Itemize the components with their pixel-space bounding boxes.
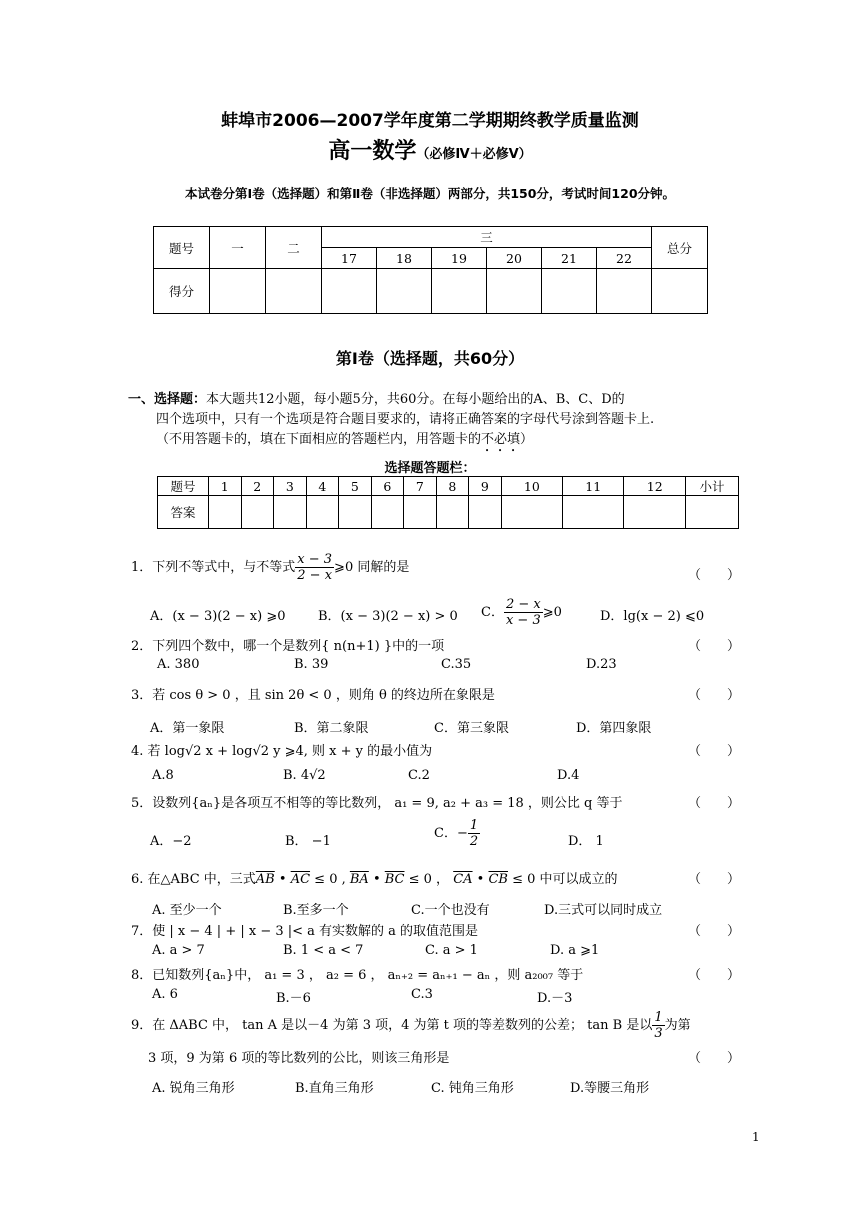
q9-stem-end: 为第 [664, 1018, 691, 1033]
q1-answer-bracket[interactable]: （ ） [688, 568, 741, 583]
score-header-part3: 三 [322, 227, 652, 248]
q6-option-b: B.至多一个 [283, 903, 349, 918]
q7-option-d: D. a ⩾1 [550, 943, 600, 958]
answer-cell[interactable] [563, 496, 624, 529]
answer-table-title: 选择题答题栏： [384, 461, 476, 476]
answer-header: 6 [371, 477, 404, 496]
q1-stem-end: ⩾0 同解的是 [334, 560, 410, 575]
question-4: 4. 若 log√2 x + log√2 y ⩾4, 则 x + y 的最小值为 [131, 744, 433, 759]
question-7: 7．使 | x − 4 | + | x − 3 |< a 有实数解的 a 的取值范围是 [131, 924, 479, 939]
q1c-denominator: x − 3 [505, 613, 541, 628]
score-cell[interactable] [377, 269, 432, 314]
answer-header: 8 [436, 477, 469, 496]
answer-cell[interactable] [241, 496, 274, 529]
q9-stem: 9．在 ΔABC 中， tan A 是以－4 为第 3 项，4 为第 t 项的等差数列的公差； tan B 是以 [131, 1018, 653, 1033]
answer-cell[interactable] [686, 496, 739, 529]
answer-cell[interactable] [501, 496, 562, 529]
q6-stem-end: 中可以成立的 [539, 872, 618, 887]
q2-option-b: B. 39 [294, 657, 329, 672]
question-2: 2．下列四个数中，哪一个是数列{ n(n+1) }中的一项 [131, 639, 445, 654]
score-sub-header: 18 [377, 248, 432, 269]
q5-answer-bracket[interactable]: （ ） [688, 796, 741, 811]
subject-note: （必修Ⅳ＋必修Ⅴ） [416, 147, 532, 162]
score-cell[interactable] [597, 269, 652, 314]
q4-option-c: C.2 [408, 768, 430, 783]
section1-instructions [128, 390, 740, 455]
score-row-label: 得分 [154, 269, 210, 314]
instructions-line3 [128, 430, 740, 455]
answer-cell[interactable] [306, 496, 339, 529]
q8-option-b: B.－6 [276, 991, 311, 1006]
question-8: 8．已知数列{aₙ}中， a₁ = 3 ， a₂ = 6 ， aₙ₊₂ = aₙ₊₁ − aₙ ，则 a₂₀₀₇ 等于 [131, 968, 584, 983]
q8-option-a: A. 6 [152, 987, 178, 1002]
q1-option-c-end: ⩾0 [542, 605, 562, 620]
score-cell[interactable] [210, 269, 266, 314]
answer-cell[interactable] [274, 496, 307, 529]
q6-vector-ba: $\overline{BA}$ [349, 872, 369, 887]
q5-option-d: D． 1 [568, 834, 604, 849]
exam-title: 蚌埠市2006—2007学年度第二学期期终教学质量监测 [221, 111, 639, 131]
q9-option-b: B.直角三角形 [295, 1081, 374, 1096]
section1-title: 第Ⅰ卷（选择题，共60分） [335, 349, 525, 368]
q3-option-d: D．第四象限 [576, 721, 652, 736]
q1-fraction [295, 552, 334, 583]
q4-answer-bracket[interactable]: （ ） [688, 744, 741, 759]
q9-option-a: A. 锐角三角形 [152, 1081, 235, 1096]
score-sub-header: 20 [487, 248, 542, 269]
q7-answer-bracket[interactable]: （ ） [688, 924, 741, 939]
q1-option-d: D．lg(x − 2) ⩽0 [600, 609, 705, 624]
answer-header: 5 [339, 477, 372, 496]
q1-denominator: 2 − x [297, 568, 333, 583]
q2-answer-bracket[interactable]: （ ） [688, 639, 741, 654]
q3-option-c: C．第三象限 [434, 721, 509, 736]
q6-option-d: D.三式可以同时成立 [544, 903, 663, 918]
q9-denominator: 3 [654, 1026, 663, 1041]
q7-option-a: A. a > 7 [152, 943, 205, 958]
q1-stem: 1．下列不等式中，与不等式 [131, 560, 296, 575]
q6-answer-bracket[interactable]: （ ） [688, 872, 741, 887]
question-1 [131, 552, 731, 583]
answer-cell[interactable] [209, 496, 242, 529]
question-6: 6. 在△ABC 中，三式$\overline{AB}$ • $\overline{AC} \le 0$ , $\overline{BA}$ • $\overline{BC} \le 0$ ， $\overline{CA}$ • $\overline{CB} \le 0$ 中可以成立的 [131, 872, 618, 887]
score-sub-header: 21 [542, 248, 597, 269]
q9-stem-line2: 3 项，9 为第 6 项的等比数列的公比，则该三角形是 [148, 1051, 450, 1066]
page-number: 1 [752, 1130, 760, 1144]
answer-cell[interactable] [469, 496, 502, 529]
score-table [153, 226, 708, 314]
q1-option-c [481, 597, 562, 628]
score-header-label: 题号 [154, 227, 210, 269]
answer-cell[interactable] [339, 496, 372, 529]
q5-option-c [434, 818, 480, 849]
q1-option-c-label: C． [481, 605, 504, 620]
instructions-line3-end: ） [520, 432, 534, 447]
instructions-emphasis: 不必填 [481, 432, 521, 447]
answer-header: 9 [469, 477, 502, 496]
q5c-denominator: 2 [469, 834, 479, 849]
q5-option-c-fraction [468, 818, 480, 849]
q1c-numerator: 2 − x [505, 597, 541, 612]
q2-option-d: D.23 [586, 657, 617, 672]
q7-option-c: C. a > 1 [425, 943, 478, 958]
answer-header: 10 [501, 477, 562, 496]
q9-option-d: D.等腰三角形 [570, 1081, 650, 1096]
answer-header-label: 题号 [158, 477, 209, 496]
exam-intro: 本试卷分第Ⅰ卷（选择题）和第Ⅱ卷（非选择题）两部分，共150分，考试时间120分钟。 [184, 186, 676, 201]
question-9 [131, 1010, 731, 1041]
score-sub-header: 17 [322, 248, 377, 269]
score-header-part2: 二 [266, 227, 322, 269]
q7-option-b: B. 1 < a < 7 [283, 943, 364, 958]
q5-option-c-label: C．− [434, 826, 468, 841]
score-sub-header: 22 [597, 248, 652, 269]
q9-option-c: C. 钝角三角形 [431, 1081, 514, 1096]
answer-table [157, 476, 739, 529]
q3-option-b: B．第二象限 [294, 721, 369, 736]
q9-numerator: 1 [654, 1010, 663, 1025]
q6-vector-cb: $\overline{CB}$ [488, 872, 508, 887]
answer-row-label: 答案 [158, 496, 209, 529]
q2-option-a: A. 380 [157, 657, 200, 672]
q6-vector-ab: $\overline{AB}$ [255, 872, 275, 887]
q6-stem: 6. 在△ABC 中，三式 [131, 872, 256, 887]
answer-header-subtotal: 小计 [686, 477, 739, 496]
q5-option-b: B． −1 [285, 834, 331, 849]
q2-option-c: C.35 [441, 657, 472, 672]
q1-option-b: B．(x − 3)(2 − x) > 0 [318, 609, 458, 624]
q9-answer-bracket[interactable]: （ ） [688, 1051, 741, 1066]
subject-title [0, 134, 860, 165]
answer-cell[interactable] [404, 496, 437, 529]
score-cell[interactable] [432, 269, 487, 314]
section1-label: 一、选择题： [128, 392, 207, 407]
score-header-total: 总分 [652, 227, 708, 269]
answer-header: 3 [274, 477, 307, 496]
answer-header: 4 [306, 477, 339, 496]
question-3: 3．若 cos θ > 0 ，且 sin 2θ < 0 ，则角 θ 的终边所在象限是 [131, 688, 495, 703]
q3-option-a: A．第一象限 [150, 721, 225, 736]
answer-cell[interactable] [436, 496, 469, 529]
q5c-numerator: 1 [469, 818, 479, 833]
q4-option-a: A.8 [152, 768, 174, 783]
q4-option-d: D.4 [557, 768, 580, 783]
subject-name: 高一数学 [328, 139, 417, 164]
answer-cell[interactable] [624, 496, 686, 529]
question-5: 5．设数列{aₙ}是各项互不相等的等比数列， a₁ = 9, a₂ + a₃ = 18 ，则公比 q 等于 [131, 796, 623, 811]
answer-header: 7 [404, 477, 437, 496]
q6-option-a: A. 至少一个 [152, 903, 222, 918]
q6-vector-ca: $\overline{CA}$ [453, 872, 473, 887]
q1-option-c-fraction [504, 597, 543, 628]
score-cell[interactable] [322, 269, 377, 314]
instructions-line1: 本大题共12小题，每小题5分，共60分。在每小题给出的A、B、C、D的 [206, 392, 625, 407]
score-header-part1: 一 [210, 227, 266, 269]
answer-header: 2 [241, 477, 274, 496]
score-cell[interactable] [266, 269, 322, 314]
q6-vector-bc: $\overline{BC}$ [384, 872, 405, 887]
answer-header: 11 [563, 477, 624, 496]
q8-option-c: C.3 [411, 987, 433, 1002]
q8-answer-bracket[interactable]: （ ） [688, 968, 741, 983]
answer-header: 1 [209, 477, 242, 496]
q9-fraction [652, 1010, 664, 1041]
q1-option-a: A．(x − 3)(2 − x) ⩾0 [150, 609, 286, 624]
q4-option-b: B. 4√2 [283, 768, 326, 783]
score-cell[interactable] [487, 269, 542, 314]
score-cell[interactable] [652, 269, 708, 314]
q3-answer-bracket[interactable]: （ ） [688, 688, 741, 703]
instructions-line2: 四个选项中，只有一个选项是符合题目要求的，请将正确答案的字母代号涂到答题卡上. [156, 412, 655, 427]
q6-vector-ac: $\overline{AC}$ [290, 872, 311, 887]
score-cell[interactable] [542, 269, 597, 314]
answer-cell[interactable] [371, 496, 404, 529]
q8-option-d: D.－3 [537, 991, 573, 1006]
q6-option-c: C.一个也没有 [411, 903, 490, 918]
instructions-line3-text: （不用答题卡的，填在下面相应的答题栏内，用答题卡的 [156, 432, 482, 447]
answer-header: 12 [624, 477, 686, 496]
q1-numerator: x − 3 [297, 552, 333, 567]
score-sub-header: 19 [432, 248, 487, 269]
q5-option-a: A．−2 [150, 834, 192, 849]
